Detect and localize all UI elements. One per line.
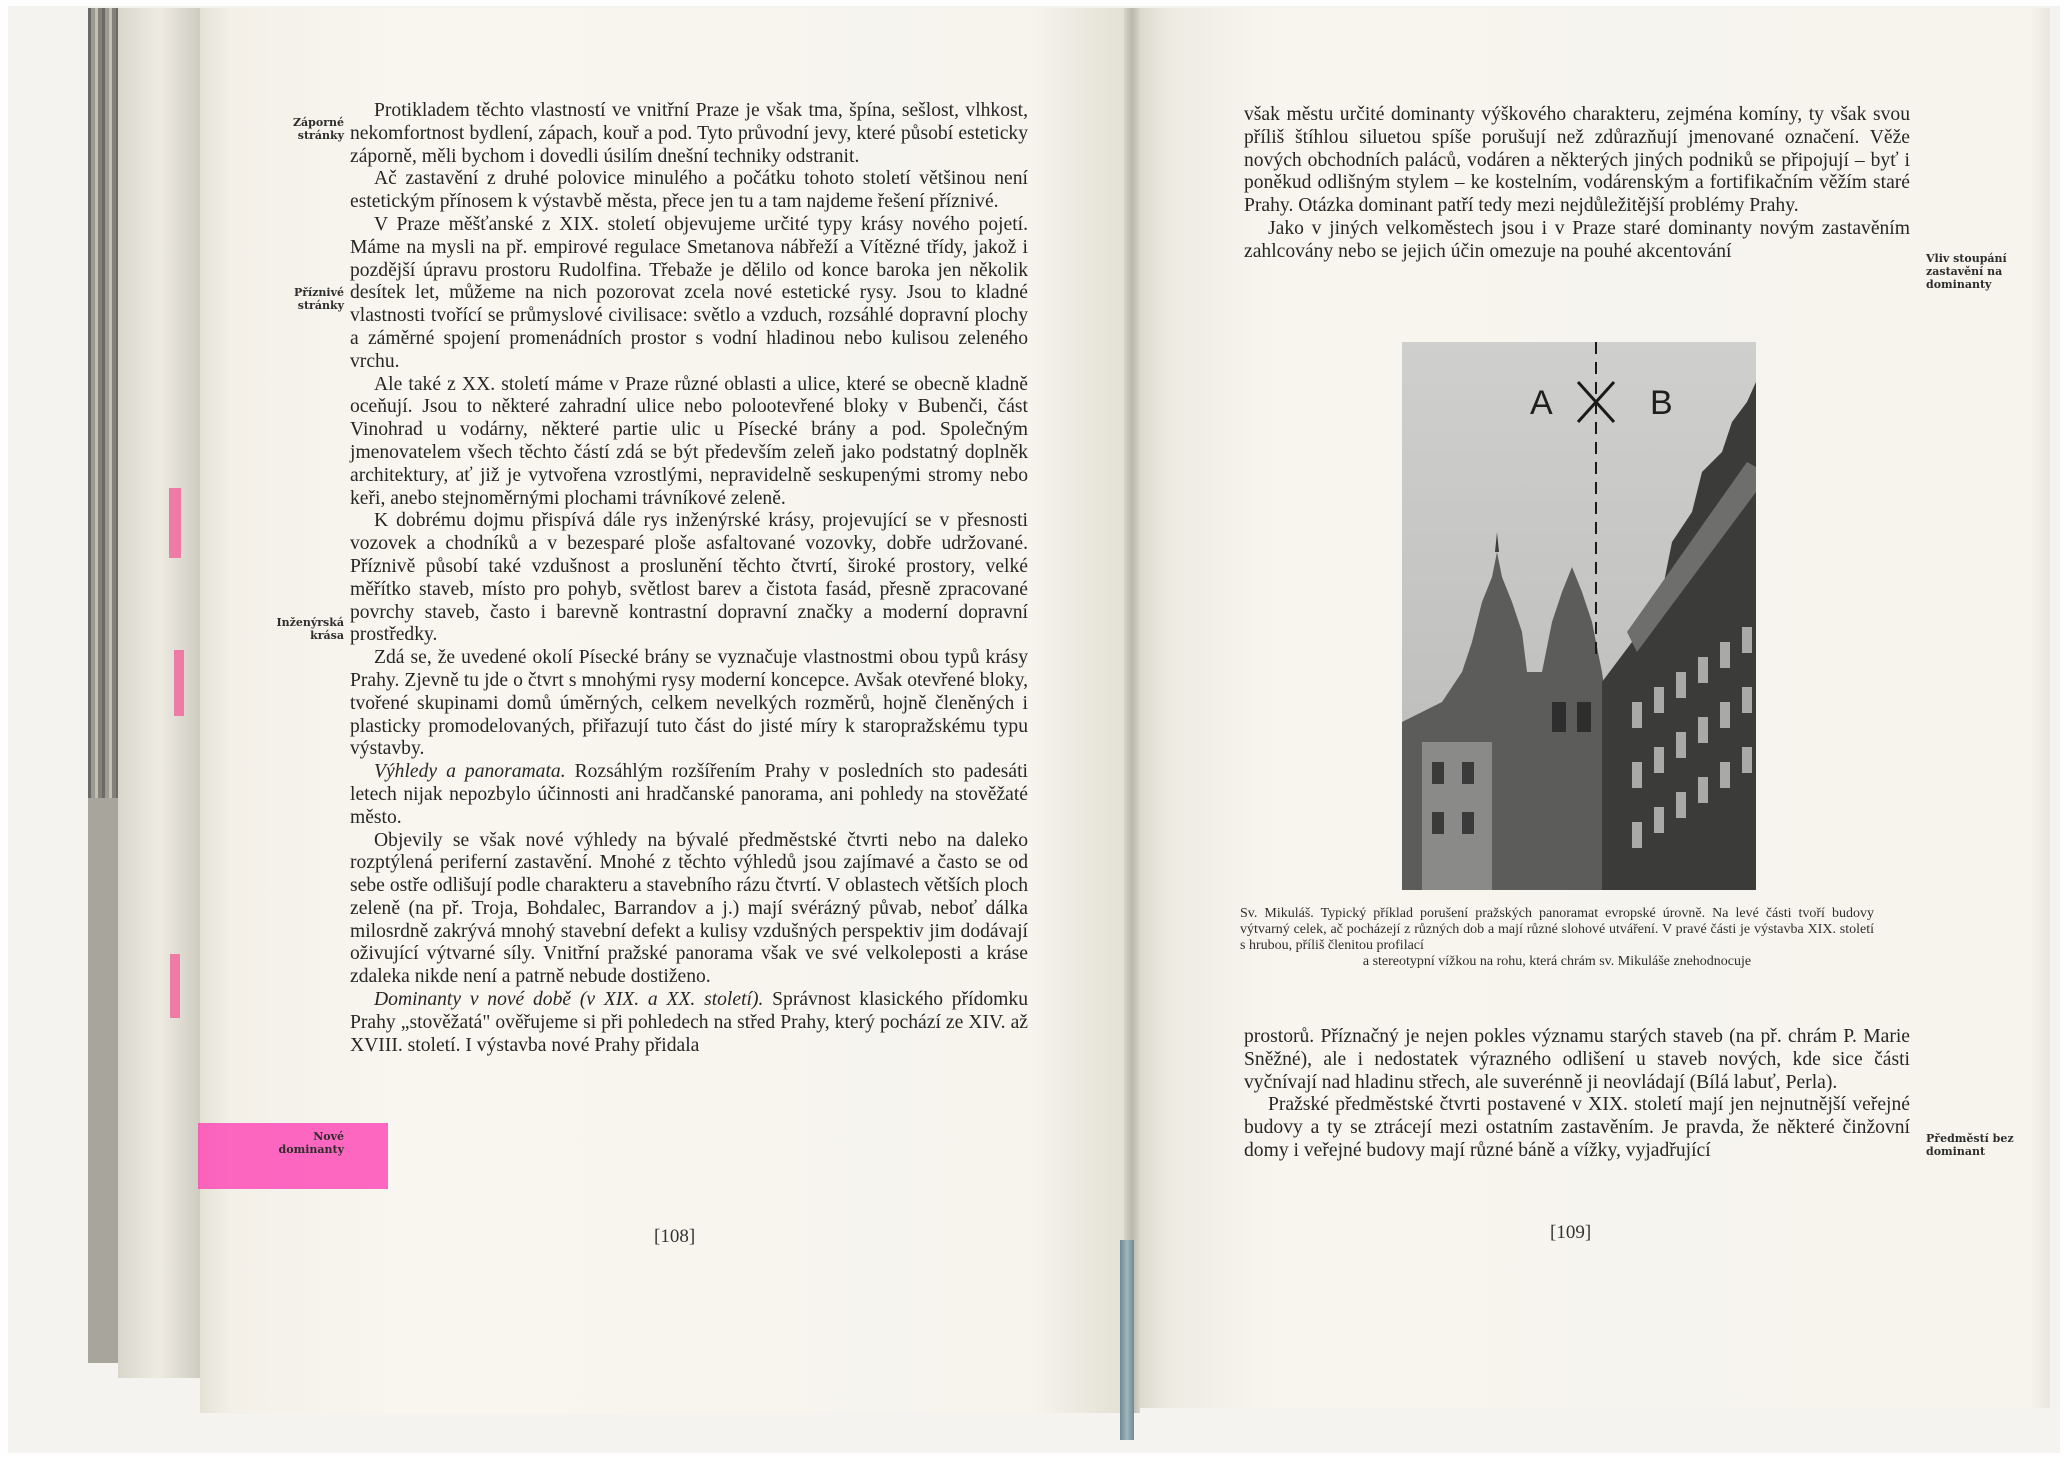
margin-note-inzenyrska-krasa: Inženýrská krása [276, 616, 344, 642]
bookmark-ribbon [1120, 1240, 1134, 1440]
page-number-right: [109] [1550, 1222, 1592, 1243]
photo-label-a: A [1530, 384, 1553, 422]
paragraph: Objevily se však nové výhledy na bývalé předměstské čtvrti nebo na daleko rozptýlená periferní zastavění. Mnohé z těchto výhledů jsou zajímavé a často se od sebe ostře odlišují podle charakteru a stavebního rázu čtvrtí. V oblastech větších ploch zeleně (na př. Troja, Bohdalec, Barrandov a j.) mají svérázný půvab, neboť dálka milosrdně zakrývá mnohý stavební defekt a kulisy vzdušných perspektiv jim dodávají oživující výtvarné síly. Vnitřní pražské panorama však ve své velkoleposti a kráse zdaleka nikde není a patrně nebude dostiženo. [350, 829, 1028, 988]
page-stack-edge [118, 8, 200, 1378]
margin-note-vliv-stoupani: Vliv stoupání zastavění na dominanty [1926, 252, 2007, 291]
italic-heading: Dominanty v nové době (v XIX. a XX. století). [374, 989, 764, 1011]
caption-text: Sv. Mikuláš. Typický příklad porušení pražských panoramat evropské úrovně. Na levé části tvoří budovy výtvarný celek, ač pocházejí z různých dob a mají různé slohové utváření. V pravé části je výstavba XIX. století s hrubou, příliš členitou profilací [1240, 906, 1874, 953]
margin-note-priznive-stranky: Příznivé stránky [293, 286, 344, 312]
paragraph: Pražské předměstské čtvrti postavené v XIX. století mají jen nejnutnější veřejné budovy a ty se ztrácejí mezi ostatním zastavěním. Je pravda, že některé činžovní domy i veřejné budovy mají různé báně a vížky, vyjadřující [1244, 1094, 1910, 1161]
margin-note-nove-dominanty: Nové dominanty [278, 1130, 344, 1156]
margin-note-predmesti-bez-dominant: Předměstí bez dominant [1926, 1132, 2014, 1158]
photo-label-b: B [1650, 384, 1673, 422]
paragraph: prostorů. Příznačný je nejen pokles významu starých staveb (na př. chrám P. Marie Sněžné), ale i nedostatek výrazného odlišení u staveb nových, kde sice části vyčnívají nad hladinu střech, ale suverénně ji neovládají (Bílá labuť, Perla). [1244, 1026, 1910, 1093]
right-page-body-bottom [1244, 1026, 1910, 1163]
paragraph: Ač zastavění z druhé polovice minulého a počátku tohoto století většinou není estetickým přínosem k výstavbě města, přece jen tu a tam najdeme řešení příznivé. [350, 168, 1028, 213]
paragraph: však městu určité dominanty výškového charakteru, zejména komíny, ty však svou příliš štíhlou siluetou spíše porušují než zdůrazňují jmenované označení. Věže nových obchodních paláců, vodáren a některých jiných podniků se připojují – byť i poněkud odlišným stylem – ke kostelním, vodárenským a fortifikačním věžím staré Prahy. Otázka dominant patří tedy mezi nejdůležitější problémy Prahy. [1244, 104, 1910, 217]
left-page-body [350, 100, 1028, 1057]
italic-heading: Výhledy a panoramata. [374, 761, 566, 783]
photo-drawing [1402, 342, 1756, 890]
margin-note-zaporne-stranky: Záporné stránky [293, 116, 344, 142]
book-gutter [1124, 8, 1140, 1413]
photo-caption [1240, 906, 1874, 970]
paragraph-text: Správnost klasického přídomku Prahy „stověžatá" ověřujeme si při pohledech na střed Prahy, který pochází ze XIV. až XVIII. století. I výstavba nové Prahy přidala [350, 989, 1029, 1056]
page-number-left: [108] [654, 1226, 696, 1247]
caption-text-last: a stereotypní vížkou na rohu, která chrám sv. Mikuláše znehodnocuje [1362, 954, 1752, 969]
paragraph: Jako v jiných velkoměstech jsou i v Praze staré dominanty novým zastavěním zahlcovány nebo se jejich účin omezuje na pouhé akcentování [1244, 217, 1910, 262]
paragraph: Zdá se, že uvedené okolí Písecké brány se vyznačuje vlastnostmi obou typů krásy Prahy. Zjevně tu jde o čtvrt s mnohými rysy moderní koncepce. Avšak otevřené bloky, tvořené skupinami domů úměrných, celkem nevelkých rozměrů, hojně členěných i plasticky promodelovaných, přiřazují tuto část do jisté míry k staropražskému typu výstavby. [350, 647, 1028, 760]
paragraph-vyhledy [350, 761, 1028, 829]
paragraph-text: Rozsáhlým rozšířením Prahy v posledních sto padesáti letech nijak nepozbylo účinnosti ani hradčanské panorama, ani pohledy na stověžaté město. [350, 761, 1029, 828]
paragraph-dominanty [350, 989, 1028, 1057]
photo-sv-mikulas [1402, 342, 1756, 890]
sticky-flag-1 [169, 488, 181, 558]
paragraph: V Praze měšťanské z XIX. století objevujeme určité typy krásy nového pojetí. Máme na mysli na př. empirové regulace Smetanova nábřeží a Vítězné třídy, jakož i pozdější úpravu prostoru Rudolfina. Třebaže je dělilo od konce baroka jen několik desítek let, můžeme na nich pozorovat zcela nové estetické rysy. Jsou to kladné vlastnosti tvořící se průmyslové civilisace: světlo a vzduch, rozsáhlé dopravní plochy a záměrné spojení promenádních prostor s vodní hladinou nebo kulisou zeleného vrchu. [350, 213, 1028, 372]
paragraph: K dobrému dojmu přispívá dále rys inženýrské krásy, projevující se v přesnosti vozovek a chodníků a v bezesparé ploše asfaltované vozovky, dobře udržované. Příznivě působí také vzdušnost a proslunění těchto čtvrtí, široké prostory, velké měřítko staveb, místo pro pohyb, světlost barev a čistota fasád, přesně zpracované povrchy staveb, často i barevně kontrastní dopravní značky a moderní dopravní prostředky. [350, 510, 1028, 646]
right-page-body-top [1244, 104, 1910, 264]
sticky-flag-3 [170, 954, 180, 1018]
paragraph: Protikladem těchto vlastností ve vnitřní Praze je však tma, špína, sešlost, vlhkost, nekomfortnost bydlení, zápach, kouř a pod. Tyto průvodní jevy, které působí esteticky záporně, měli bychom i dovedli úsilím dnešní techniky odstranit. [350, 100, 1028, 167]
sticky-flag-2 [174, 650, 184, 716]
paragraph: Ale také z XX. století máme v Praze různé oblasti a ulice, které se obecně kladně oceňují. Jsou to některé zahradní ulice nebo polootevřené bloky v Bubenči, část Vinohrad u vodárny, některé partie ulic u Písecké brány a pod. Společným jmenovatelem všech těchto částí zdá se být především zeleň jako podstatný doplněk architektury, ať již je vytvořena vzrostlými, nepravidelně seskupenými stromy nebo keři, anebo stejnoměrnými plochami trávníkové zeleně. [350, 373, 1028, 509]
